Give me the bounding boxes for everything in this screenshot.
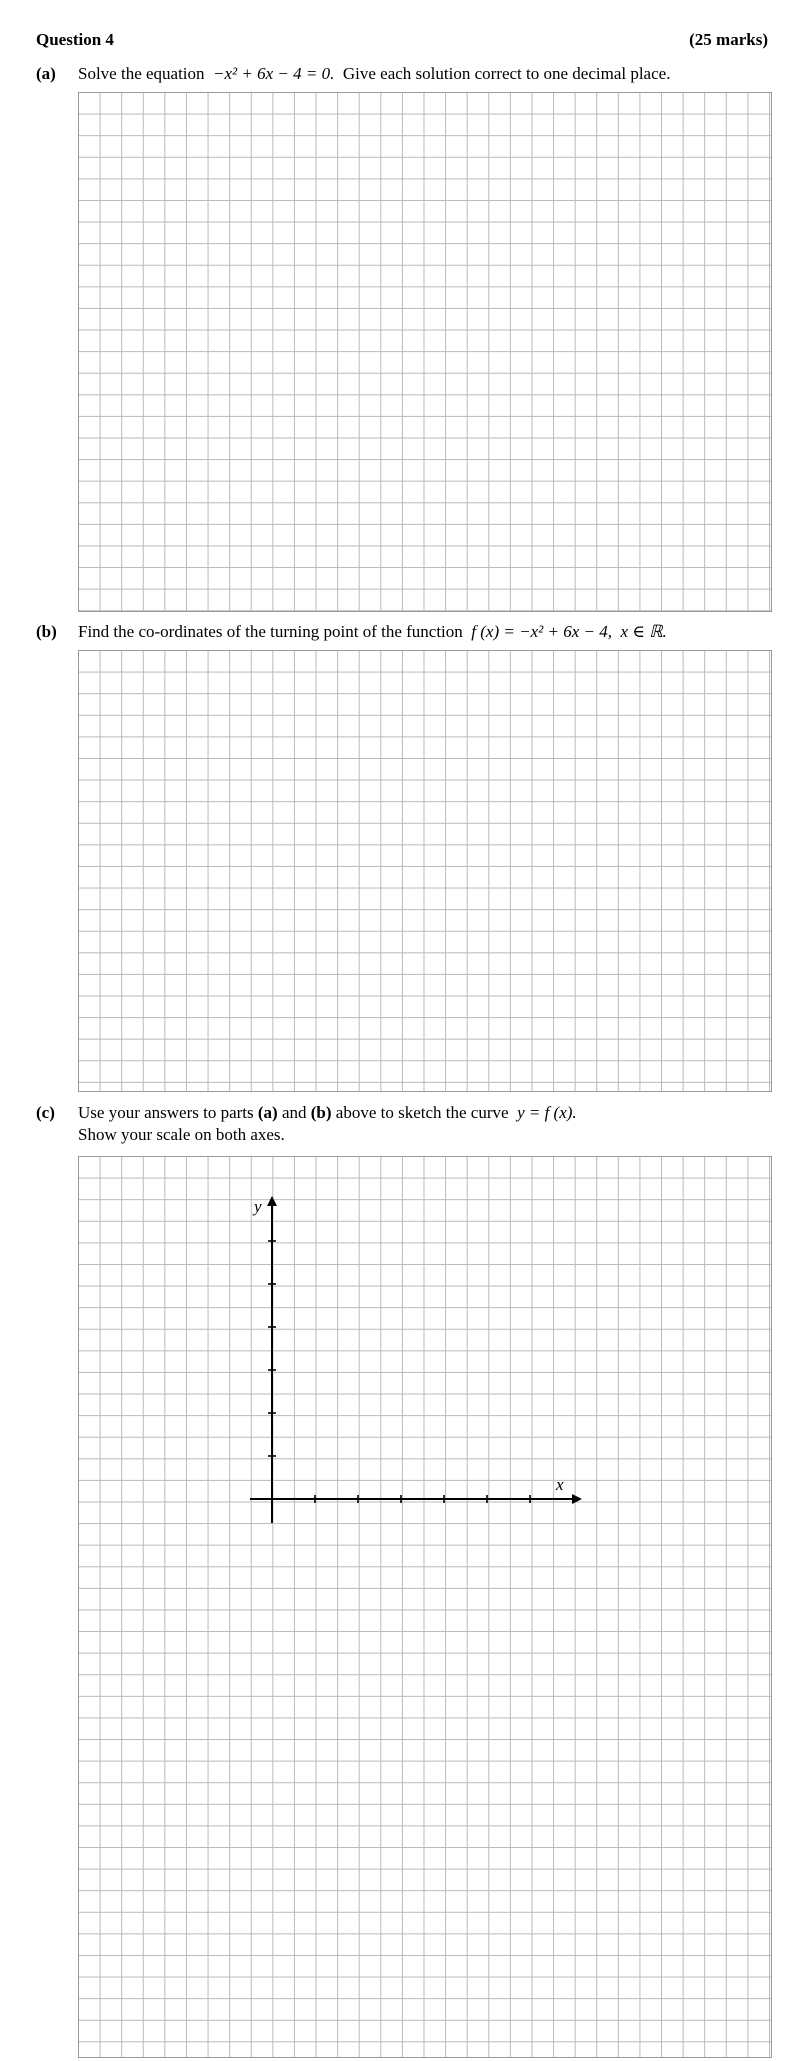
- part-c-label: (c): [36, 1103, 55, 1122]
- part-b-function: f (x) = −x² + 6x − 4,: [471, 622, 612, 641]
- part-b-answer-grid[interactable]: [78, 650, 772, 1092]
- part-a-answer-grid[interactable]: [78, 92, 772, 612]
- part-c-text-line1-a: Use your answers to parts: [78, 1103, 254, 1122]
- question-title: Question 4: [36, 30, 114, 49]
- part-c-text-line1-b: above to sketch the curve: [335, 1103, 509, 1122]
- part-c-curve: y = f (x).: [517, 1103, 577, 1122]
- part-c-ref-b: (b): [310, 1103, 332, 1122]
- x-axis-label: x: [556, 1475, 564, 1494]
- part-a-text-before: Solve the equation: [78, 64, 205, 83]
- part-c-question-line1: [78, 1103, 577, 1123]
- part-b-label: (b): [36, 622, 57, 641]
- part-b-domain: x ∈ ℝ.: [620, 622, 667, 641]
- part-a-text-after: Give each solution correct to one decimal place.: [342, 64, 671, 83]
- part-c-axes: [78, 1156, 772, 2058]
- part-c-text-and: and: [281, 1103, 307, 1122]
- question-marks: (25 marks): [689, 30, 768, 49]
- part-b-question: [78, 622, 667, 642]
- part-c-ref-a: (a): [257, 1103, 278, 1122]
- part-a-label: (a): [36, 64, 56, 83]
- part-a-equation: −x² + 6x − 4 = 0.: [213, 64, 335, 83]
- part-c-question-line2: Show your scale on both axes.: [78, 1125, 285, 1144]
- y-axis-label: y: [254, 1197, 262, 1216]
- part-b-text-before: Find the co-ordinates of the turning point of the function: [78, 622, 463, 641]
- part-a-question: [78, 64, 670, 84]
